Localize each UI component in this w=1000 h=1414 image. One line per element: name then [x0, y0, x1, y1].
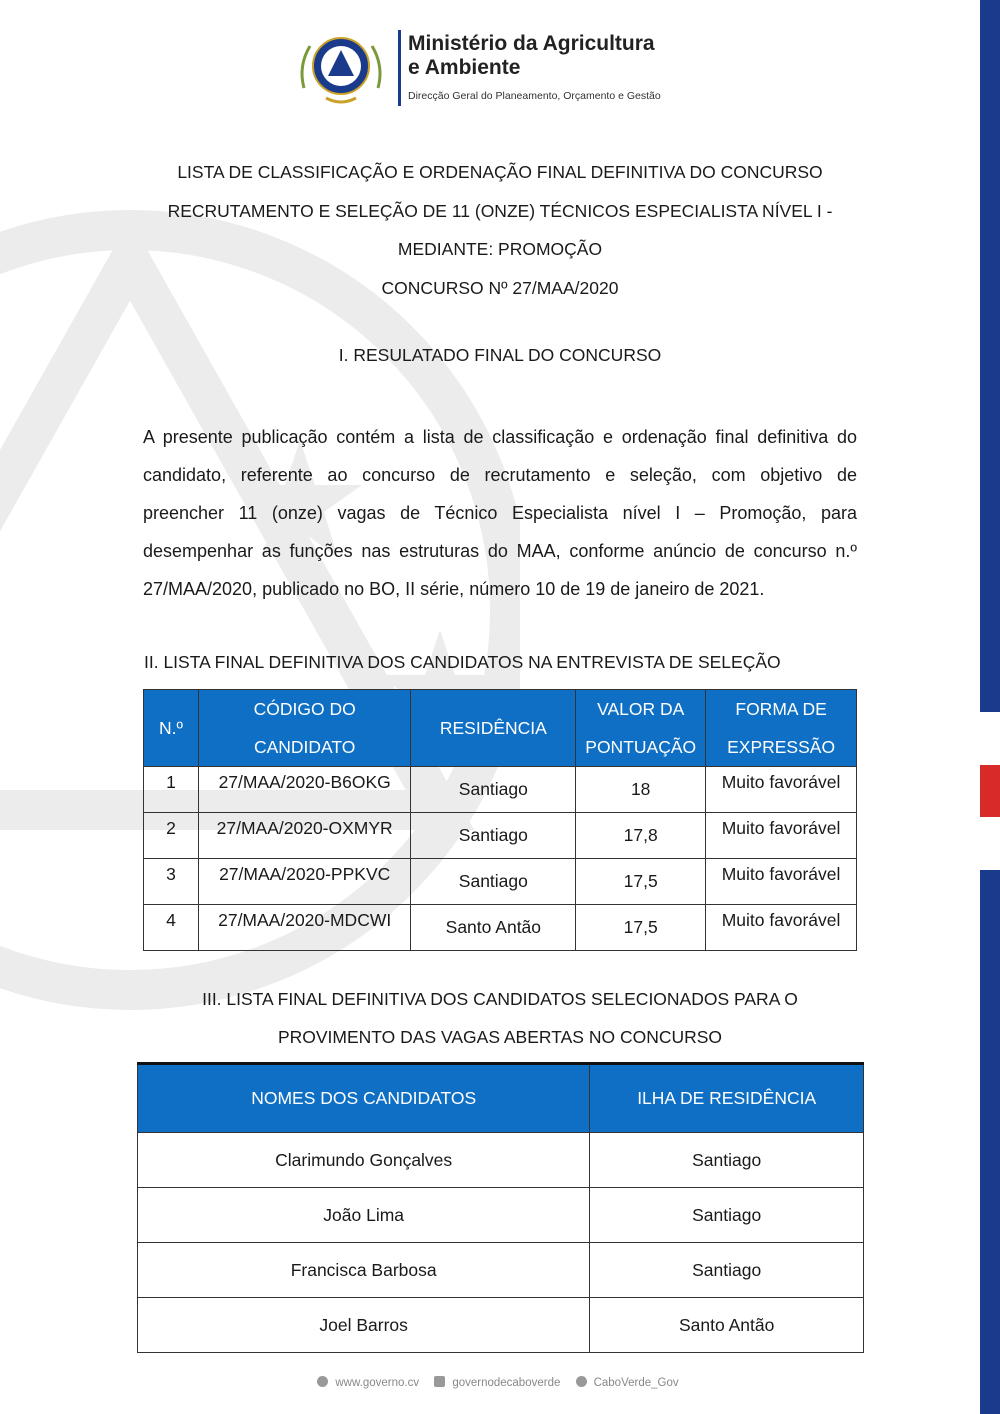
cell-residence: Santiago — [411, 859, 576, 905]
cell-score: 18 — [576, 767, 706, 813]
col-header-code: CÓDIGO DO CANDIDATO — [198, 690, 411, 767]
cell-number: 3 — [144, 859, 199, 905]
table-row — [138, 1188, 864, 1243]
selected-candidates-table — [137, 1062, 864, 1353]
title-line: LISTA DE CLASSIFICAÇÃO E ORDENAÇÃO FINAL DEFINITIVA DO CONCURSO — [177, 162, 823, 182]
cell-expression: Muito favorável — [706, 813, 857, 859]
table-row — [138, 1298, 864, 1353]
cell-number: 4 — [144, 905, 199, 951]
col-header-names: NOMES DOS CANDIDATOS — [138, 1064, 590, 1133]
cell-residence: Santo Antão — [411, 905, 576, 951]
cell-name: Francisca Barbosa — [138, 1243, 590, 1298]
facebook-icon — [434, 1376, 445, 1387]
page-footer — [0, 1376, 1000, 1389]
cell-name: Joel Barros — [138, 1298, 590, 1353]
document-title — [100, 153, 900, 307]
cell-number: 2 — [144, 813, 199, 859]
directorate-name: Direcção Geral do Planeamento, Orçamento e Gestão — [408, 90, 661, 102]
table-header-row — [138, 1064, 864, 1133]
interview-results-table — [143, 689, 857, 951]
section-heading-results: I. RESULATADO FINAL DO CONCURSO — [338, 345, 662, 365]
table-row — [144, 767, 857, 813]
cell-code: 27/MAA/2020-PPKVC — [198, 859, 411, 905]
edge-stripe-blue-bottom — [980, 870, 1000, 1414]
footer-website[interactable]: www.governo.cv — [317, 1377, 423, 1389]
cell-island: Santiago — [590, 1133, 864, 1188]
ministry-name: Ministério da Agricultura e Ambiente — [408, 32, 655, 79]
col-header-residence: RESIDÊNCIA — [411, 690, 576, 767]
intro-line: 27/MAA/2020, publicado no BO, II série, número 10 de 19 de janeiro de 2021. — [143, 579, 765, 599]
header-divider — [398, 30, 401, 106]
intro-line: preencher 11 (onze) vagas de Técnico Especialista nível I – Promoção, para — [143, 503, 857, 523]
cell-code: 27/MAA/2020-B6OKG — [198, 767, 411, 813]
table-row — [144, 905, 857, 951]
footer-twitter[interactable]: CaboVerde_Gov — [576, 1377, 683, 1389]
cell-score: 17,5 — [576, 859, 706, 905]
table-row — [144, 859, 857, 905]
title-line: MEDIANTE: PROMOÇÃO — [397, 239, 603, 259]
cell-expression: Muito favorável — [706, 905, 857, 951]
cell-number: 1 — [144, 767, 199, 813]
cell-code: 27/MAA/2020-MDCWI — [198, 905, 411, 951]
section-heading-selected-list: III. LISTA FINAL DEFINITIVA DOS CANDIDATOS SELECIONADOS PARA O PROVIMENTO DAS VAGAS ABERTAS NO CONCURSO — [202, 989, 798, 1047]
cell-name: Clarimundo Gonçalves — [138, 1133, 590, 1188]
cell-residence: Santiago — [411, 813, 576, 859]
edge-stripe-red — [980, 765, 1000, 817]
table-row — [138, 1243, 864, 1298]
globe-icon — [317, 1376, 328, 1387]
cell-name: João Lima — [138, 1188, 590, 1243]
col-header-score: VALOR DA PONTUAÇÃO — [576, 690, 706, 767]
cell-expression: Muito favorável — [706, 859, 857, 905]
twitter-icon — [576, 1376, 587, 1387]
cell-score: 17,8 — [576, 813, 706, 859]
table-header-row — [144, 690, 857, 767]
intro-paragraph — [143, 418, 857, 608]
col-header-expression: FORMA DE EXPRESSÃO — [706, 690, 857, 767]
national-emblem-icon — [296, 28, 386, 108]
cell-island: Santiago — [590, 1243, 864, 1298]
section-heading-interview-list: II. LISTA FINAL DEFINITIVA DOS CANDIDATOS NA ENTREVISTA DE SELEÇÃO — [144, 652, 781, 672]
cell-expression: Muito favorável — [706, 767, 857, 813]
table-row — [144, 813, 857, 859]
intro-line: A presente publicação contém a lista de classificação e ordenação final definitiva do — [143, 427, 857, 447]
intro-line: candidato, referente ao concurso de recrutamento e seleção, com objetivo de — [143, 465, 857, 485]
cell-residence: Santiago — [411, 767, 576, 813]
cell-island: Santo Antão — [590, 1298, 864, 1353]
cell-score: 17,5 — [576, 905, 706, 951]
footer-facebook[interactable]: governodecaboverde — [434, 1377, 564, 1389]
table-row — [138, 1133, 864, 1188]
title-line: CONCURSO Nº 27/MAA/2020 — [381, 277, 619, 298]
intro-line: desempenhar as funções nas estruturas do MAA, conforme anúncio de concurso n.º — [143, 541, 857, 561]
cell-island: Santiago — [590, 1188, 864, 1243]
title-line: RECRUTAMENTO E SELEÇÃO DE 11 (ONZE) TÉCNICOS ESPECIALISTA NÍVEL I - — [167, 200, 833, 221]
col-header-number: N.º — [144, 690, 199, 767]
ministry-header — [296, 26, 696, 108]
col-header-island: ILHA DE RESIDÊNCIA — [590, 1064, 864, 1133]
cell-code: 27/MAA/2020-OXMYR — [198, 813, 411, 859]
